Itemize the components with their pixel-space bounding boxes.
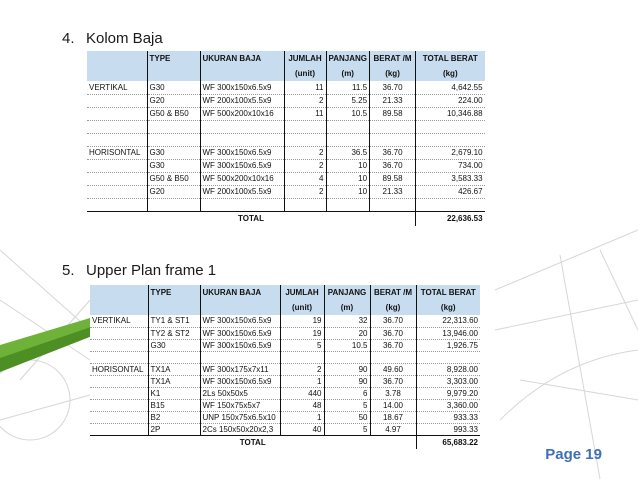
table-cell: 10.5 [326,107,370,120]
table-cell: 10,346.88 [416,107,485,120]
table-cell [87,133,147,146]
table-header-cell: TYPE [148,285,200,300]
table-cell: WF 500x200x10x16 [200,107,284,120]
table-cell [87,159,147,172]
table-row [90,327,480,339]
table-cell [87,120,147,133]
table-cell [87,107,147,120]
table-cell: 5 [324,399,370,411]
table-header-cell [148,300,200,315]
table-cell [370,120,416,133]
table-header-cell: JUMLAH [284,51,326,66]
table-cell: 440 [280,387,324,399]
table-cell: G20 [147,94,200,107]
table-cell: WF 200x100x5.5x9 [200,94,284,107]
table-cell: 3,583.33 [416,172,485,185]
table-cell [147,133,200,146]
table-total-row [87,211,485,226]
table-cell [87,172,147,185]
table-header-cell: BERAT /M [370,51,416,66]
table-row [87,159,485,172]
table-cell: 734.00 [416,159,485,172]
table-cell: 13,946.00 [416,327,480,339]
table-row [90,399,480,411]
table-cell: 2Cs 150x50x20x2,3 [200,423,280,435]
table-cell: 90 [324,363,370,375]
table-cell: WF 300x150x6.5x9 [200,339,280,351]
table-cell [148,351,200,363]
table-cell [90,399,148,411]
table-header-cell: (kg) [370,66,416,81]
table-cell: 2 [284,94,326,107]
table-cell [87,94,147,107]
table-header-cell: (m) [326,66,370,81]
table-cell: 22,313.60 [416,315,480,327]
table-cell: 36.70 [370,315,416,327]
table-cell: 89.58 [370,172,416,185]
table-cell: WF 300x150x6.5x9 [200,375,280,387]
section-title: Upper Plan frame 1 [86,262,217,279]
table-cell [90,375,148,387]
table-cell: G50 & B50 [147,107,200,120]
table-cell [200,120,284,133]
table-cell [87,185,147,198]
table-header-cell: UKURAN BAJA [200,285,280,300]
table-header-cell: BERAT /M [370,285,416,300]
table-cell: VERTIKAL [90,315,148,327]
section-heading-kolom-baja [62,30,163,47]
table-cell [87,198,147,211]
table-cell: 21.33 [370,185,416,198]
table-header-row [90,300,480,315]
table-cell [284,120,326,133]
table-cell [284,133,326,146]
table-row [90,387,480,399]
table-row [87,81,485,94]
table-cell: 9,979.20 [416,387,480,399]
table-cell: WF 500x200x10x16 [200,172,284,185]
table-cell: K1 [148,387,200,399]
table-cell: G20 [147,185,200,198]
table-cell: WF 300x150x6.5x9 [200,315,280,327]
section-heading-upper-plan-frame [62,262,216,279]
table-cell: 11 [284,81,326,94]
table-header-cell: (kg) [416,66,485,81]
table-cell: 1 [280,411,324,423]
table-row [90,363,480,375]
table-header-row [87,51,485,66]
table-cell [90,387,148,399]
table-cell [326,120,370,133]
table-header-cell: JUMLAH [280,285,324,300]
table-cell: 36.70 [370,159,416,172]
table-cell: 50 [324,411,370,423]
table-cell: 2 [284,185,326,198]
total-value: 65,683.22 [416,435,480,449]
total-value: 22,636.53 [416,211,485,226]
table-cell [90,351,148,363]
table-row [90,339,480,351]
table-cell: 36.70 [370,81,416,94]
table-cell [200,133,284,146]
table-cell: WF 300x150x6.5x9 [200,81,284,94]
table-row [87,120,485,133]
table-cell: 426.67 [416,185,485,198]
table-cell [90,339,148,351]
table-cell: 5 [280,339,324,351]
table-cell: 3.78 [370,387,416,399]
table-cell: VERTIKAL [87,81,147,94]
table-cell: 11 [284,107,326,120]
table-cell: 89.58 [370,107,416,120]
table-cell: 2Ls 50x50x5 [200,387,280,399]
table-cell: 40 [280,423,324,435]
table-cell: 1 [280,375,324,387]
table-header-cell [147,66,200,81]
table-cell: 49.60 [370,363,416,375]
section-title: Kolom Baja [86,30,163,47]
table-header-cell [200,66,284,81]
table-row [90,375,480,387]
table-cell [147,120,200,133]
upper-plan-data-table [90,285,480,449]
table-cell [326,198,370,211]
table-cell: 36.70 [370,146,416,159]
table-total-row [90,435,480,449]
table-cell [416,351,480,363]
table-cell: 11.5 [326,81,370,94]
table-cell: 10 [326,159,370,172]
table-cell: 5.25 [326,94,370,107]
table-cell: 90 [324,375,370,387]
table-row [87,198,485,211]
table-cell: 4,642.55 [416,81,485,94]
table-header-cell: (kg) [416,300,480,315]
table-cell: 224.00 [416,94,485,107]
table-cell: 32 [324,315,370,327]
table-row [90,315,480,327]
table-cell: 5 [324,423,370,435]
table-cell [416,133,485,146]
kolom-baja-data-table [87,51,485,226]
table-header-row [87,66,485,81]
table-cell [200,351,280,363]
table-cell: 21.33 [370,94,416,107]
table-cell: WF 300x150x6.5x9 [200,146,284,159]
table-header-cell: (kg) [370,300,416,315]
table-cell: 4 [284,172,326,185]
section-number: 4. [62,30,75,47]
table-cell: TY1 & ST1 [148,315,200,327]
table-cell: G30 [147,81,200,94]
table-cell: 3,360.00 [416,399,480,411]
table-header-cell: (unit) [280,300,324,315]
table-cell: 10 [326,185,370,198]
table-cell: 36.5 [326,146,370,159]
table-cell [200,198,284,211]
page-number: Page 19 [545,446,602,463]
table-row [87,185,485,198]
table-row [87,146,485,159]
total-label: TOTAL [87,211,416,226]
table-header-cell: PANJANG [326,51,370,66]
table-header-cell: (m) [324,300,370,315]
table-row [90,351,480,363]
table-header-cell: TOTAL BERAT [416,51,485,66]
table-cell [370,351,416,363]
table-cell: 20 [324,327,370,339]
table-cell [90,327,148,339]
table-cell: 2 [284,146,326,159]
table-cell: 19 [280,315,324,327]
table-cell: 6 [324,387,370,399]
table-cell [416,120,485,133]
table-cell: 8,928.00 [416,363,480,375]
table-cell: WF 300x150x6.5x9 [200,159,284,172]
table-cell: WF 200x100x5.5x9 [200,185,284,198]
table-cell: 2P [148,423,200,435]
table-cell: HORISONTAL [87,146,147,159]
table-cell: G30 [147,159,200,172]
table-cell: TX1A [148,363,200,375]
table-row [87,133,485,146]
table-cell [284,198,326,211]
table-cell: 10 [326,172,370,185]
kolom-baja-table [87,51,485,226]
table-cell [90,411,148,423]
table-cell: TX1A [148,375,200,387]
table-row [87,94,485,107]
table-cell [280,351,324,363]
table-cell: 36.70 [370,375,416,387]
table-cell: HORISONTAL [90,363,148,375]
table-cell: WF 300x150x6.5x9 [200,327,280,339]
table-cell: B15 [148,399,200,411]
table-cell: 19 [280,327,324,339]
table-header-cell: (unit) [284,66,326,81]
table-cell: 48 [280,399,324,411]
table-cell: G50 & B50 [147,172,200,185]
table-cell: 14.00 [370,399,416,411]
table-row [90,411,480,423]
table-row [87,172,485,185]
table-cell [370,198,416,211]
table-row [87,107,485,120]
table-cell [147,198,200,211]
table-cell: B2 [148,411,200,423]
table-cell: 933.33 [416,411,480,423]
table-cell: WF 300x175x7x11 [200,363,280,375]
table-cell: 10.5 [324,339,370,351]
table-cell [90,423,148,435]
table-cell [416,198,485,211]
table-cell: 993.33 [416,423,480,435]
table-header-row [90,285,480,300]
table-cell: G30 [148,339,200,351]
table-cell: 1,926.75 [416,339,480,351]
table-header-cell [87,66,147,81]
table-header-cell [200,300,280,315]
table-cell: G30 [147,146,200,159]
table-cell: 4.97 [370,423,416,435]
upper-plan-table [90,285,480,449]
table-cell: TY2 & ST2 [148,327,200,339]
table-cell: 2,679.10 [416,146,485,159]
table-header-cell: TYPE [147,51,200,66]
table-cell: 2 [280,363,324,375]
table-cell: 3,303.00 [416,375,480,387]
table-cell: 18.67 [370,411,416,423]
table-cell [326,133,370,146]
table-header-cell [87,51,147,66]
table-header-cell [90,300,148,315]
table-row [90,423,480,435]
table-header-cell: TOTAL BERAT [416,285,480,300]
table-cell [370,133,416,146]
table-cell: WF 150x75x5x7 [200,399,280,411]
table-cell: UNP 150x75x6.5x10 [200,411,280,423]
table-header-cell: UKURAN BAJA [200,51,284,66]
table-cell: 36.70 [370,327,416,339]
table-cell: 2 [284,159,326,172]
section-number: 5. [62,262,75,279]
table-cell [324,351,370,363]
table-header-cell: PANJANG [324,285,370,300]
table-header-cell [90,285,148,300]
table-cell: 36.70 [370,339,416,351]
total-label: TOTAL [90,435,416,449]
